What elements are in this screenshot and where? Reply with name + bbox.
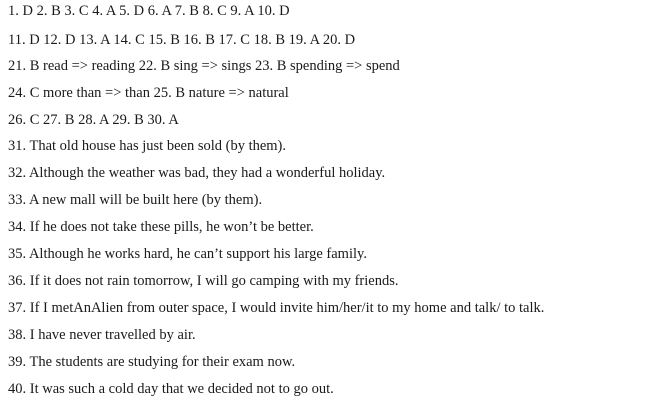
- answer-line-24-25: 24. C more than => than 25. B nature => natural: [8, 85, 289, 101]
- answer-line-21-23: 21. B read => reading 22. B sing => sings 23. B spending => spend: [8, 58, 400, 74]
- answer-line-11-20: 11. D 12. D 13. A 14. C 15. B 16. B 17. C 18. B 19. A 20. D: [8, 32, 356, 48]
- answer-line-36: 36. If it does not rain tomorrow, I will go camping with my friends.: [8, 273, 399, 289]
- answer-line-31: 31. That old house has just been sold (by them).: [8, 138, 287, 154]
- answer-line-37: 37. If I metAnAlien from outer space, I would invite him/her/it to my home and talk/ to talk.: [8, 300, 545, 316]
- answer-line-33: 33. A new mall will be built here (by them).: [8, 192, 263, 208]
- answer-line-32: 32. Although the weather was bad, they had a wonderful holiday.: [8, 165, 386, 181]
- answer-line-26-30: 26. C 27. B 28. A 29. B 30. A: [8, 112, 179, 128]
- answer-line-39: 39. The students are studying for their exam now.: [8, 354, 296, 370]
- answer-line-1-10: 1. D 2. B 3. C 4. A 5. D 6. A 7. B 8. C 9. A 10. D: [8, 3, 290, 19]
- answer-line-35: 35. Although he works hard, he can’t support his large family.: [8, 246, 367, 262]
- answer-line-34: 34. If he does not take these pills, he won’t be better.: [8, 219, 314, 235]
- answer-line-40: 40. It was such a cold day that we decided not to go out.: [8, 381, 334, 397]
- answer-line-38: 38. I have never travelled by air.: [8, 327, 196, 343]
